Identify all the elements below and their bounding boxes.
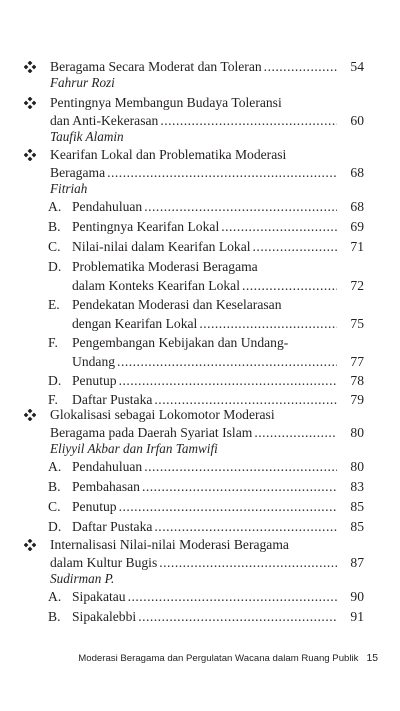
toc-subsection-line bbox=[72, 497, 364, 517]
toc-title-text: Kearifan Lokal dan Problematika Moderasi bbox=[50, 147, 287, 162]
dot-leader bbox=[159, 553, 337, 573]
toc-page-number: 83 bbox=[350, 479, 364, 494]
toc-subsection-line bbox=[72, 276, 364, 296]
page-footer bbox=[0, 651, 378, 667]
toc-subsection-line bbox=[72, 587, 364, 607]
toc-subsection-line bbox=[72, 197, 364, 217]
dot-leader bbox=[142, 477, 337, 497]
toc-subsection-letter: A. bbox=[48, 199, 62, 214]
toc-page-number: 79 bbox=[350, 392, 364, 407]
toc-title-text: Pembahasan bbox=[72, 479, 140, 494]
toc-entry-title-line bbox=[50, 535, 364, 555]
toc-subsection-line bbox=[72, 333, 364, 353]
toc-title-text: Beragama bbox=[50, 165, 106, 180]
toc-subsection-letter: B. bbox=[48, 219, 61, 234]
toc-page-number: 85 bbox=[350, 519, 364, 534]
toc-title-text: Pendekatan Moderasi dan Keselarasan bbox=[72, 297, 282, 312]
toc-page-number: 80 bbox=[350, 459, 364, 474]
toc-page-number: 77 bbox=[350, 354, 364, 369]
toc-title-text: Pengembangan Kebijakan dan Undang- bbox=[72, 335, 289, 350]
toc-subsection-line bbox=[72, 371, 364, 391]
toc-page-number: 54 bbox=[350, 59, 364, 74]
dot-leader bbox=[138, 607, 337, 627]
toc-title-text: dengan Kearifan Lokal bbox=[72, 316, 198, 331]
toc-author: Sudirman P. bbox=[50, 571, 115, 586]
dot-leader bbox=[128, 587, 337, 607]
toc-page-number: 69 bbox=[350, 219, 364, 234]
toc-subsection-letter: F. bbox=[48, 335, 58, 350]
four-diamond-bullet-icon bbox=[24, 409, 36, 421]
toc-title-text: Pentingnya Kearifan Lokal bbox=[72, 219, 220, 234]
toc-page-number: 72 bbox=[350, 278, 364, 293]
toc-title-text: dalam Kultur Bugis bbox=[50, 555, 158, 570]
toc-title-text: Daftar Pustaka bbox=[72, 392, 153, 407]
toc-subsection-letter: D. bbox=[48, 259, 62, 274]
toc-author: Taufik Alamin bbox=[50, 129, 124, 144]
toc-page-number: 68 bbox=[350, 165, 364, 180]
page-number: 15 bbox=[366, 653, 378, 664]
dot-leader bbox=[117, 352, 337, 372]
toc-page-number: 71 bbox=[350, 239, 364, 254]
toc-page-number: 60 bbox=[350, 113, 364, 128]
dot-leader bbox=[264, 57, 337, 77]
toc-title-text: Nilai-nilai dalam Kearifan Lokal bbox=[72, 239, 251, 254]
dot-leader bbox=[242, 276, 337, 296]
toc-entry-title-line bbox=[50, 163, 364, 183]
toc-subsection-letter: A. bbox=[48, 589, 62, 604]
toc-subsection-line bbox=[72, 237, 364, 257]
toc-page-number: 68 bbox=[350, 199, 364, 214]
dot-leader bbox=[144, 197, 337, 217]
toc-title-text: Penutup bbox=[72, 499, 117, 514]
four-diamond-bullet-icon bbox=[24, 149, 36, 161]
dot-leader bbox=[107, 163, 337, 183]
toc-subsection-line bbox=[72, 457, 364, 477]
toc-subsection-line bbox=[72, 295, 364, 315]
toc-page-number: 80 bbox=[350, 425, 364, 440]
toc-subsection-letter: D. bbox=[48, 519, 62, 534]
dot-leader bbox=[119, 497, 337, 517]
dot-leader bbox=[199, 314, 337, 334]
toc-title-text: Problematika Moderasi Beragama bbox=[72, 259, 258, 274]
toc-title-text: Sipakatau bbox=[72, 589, 126, 604]
toc-subsection-letter: C. bbox=[48, 499, 61, 514]
toc-author: Fahrur Rozi bbox=[50, 75, 115, 90]
toc-page-number: 87 bbox=[350, 555, 364, 570]
toc-subsection-line bbox=[72, 217, 364, 237]
toc-title-text: Pendahuluan bbox=[72, 459, 143, 474]
toc-subsection-line bbox=[72, 477, 364, 497]
toc-subsection-line bbox=[72, 517, 364, 537]
toc-entry-title-line bbox=[50, 405, 364, 425]
toc-author: Fitriah bbox=[50, 181, 88, 196]
toc-page-number: 91 bbox=[350, 609, 364, 624]
four-diamond-bullet-icon bbox=[24, 539, 36, 551]
dot-leader bbox=[144, 457, 337, 477]
toc-page-number: 90 bbox=[350, 589, 364, 604]
toc-title-text: Sipakalebbi bbox=[72, 609, 137, 624]
dot-leader bbox=[253, 237, 337, 257]
toc-title-text: Undang bbox=[72, 354, 116, 369]
toc-title-text: Pentingnya Membangun Budaya Toleransi bbox=[50, 95, 282, 110]
toc-subsection-letter: E. bbox=[48, 297, 60, 312]
toc-subsection-letter: D. bbox=[48, 373, 62, 388]
dot-leader bbox=[254, 423, 337, 443]
toc-title-text: Beragama pada Daerah Syariat Islam bbox=[50, 425, 253, 440]
toc-subsection-line bbox=[72, 352, 364, 372]
toc-title-text: Glokalisasi sebagai Lokomotor Moderasi bbox=[50, 407, 275, 422]
toc-page-number: 78 bbox=[350, 373, 364, 388]
toc-subsection-letter: B. bbox=[48, 479, 61, 494]
dot-leader bbox=[154, 517, 337, 537]
toc-title-text: Pendahuluan bbox=[72, 199, 143, 214]
toc-title-text: dan Anti-Kekerasan bbox=[50, 113, 159, 128]
dot-leader bbox=[221, 217, 337, 237]
four-diamond-bullet-icon bbox=[24, 61, 36, 73]
dot-leader bbox=[119, 371, 337, 391]
toc-subsection-letter: F. bbox=[48, 392, 58, 407]
toc-entry-title-line bbox=[50, 93, 364, 113]
toc-title-text: Beragama Secara Moderat dan Toleran bbox=[50, 59, 262, 74]
toc-title-text: dalam Konteks Kearifan Lokal bbox=[72, 278, 240, 293]
toc-author: Eliyyil Akbar dan Irfan Tamwifi bbox=[50, 441, 218, 456]
toc-subsection-line bbox=[72, 607, 364, 627]
toc-subsection-line bbox=[72, 257, 364, 277]
toc-title-text: Internalisasi Nilai-nilai Moderasi Beragama bbox=[50, 537, 289, 552]
toc-subsection-letter: B. bbox=[48, 609, 61, 624]
toc-subsection-line bbox=[72, 314, 364, 334]
toc-page-number: 85 bbox=[350, 499, 364, 514]
toc-subsection-letter: A. bbox=[48, 459, 62, 474]
toc-entry-title-line bbox=[50, 145, 364, 165]
toc-page-number: 75 bbox=[350, 316, 364, 331]
four-diamond-bullet-icon bbox=[24, 97, 36, 109]
toc-title-text: Penutup bbox=[72, 373, 117, 388]
dot-leader bbox=[160, 111, 337, 131]
running-title: Moderasi Beragama dan Pergulatan Wacana dalam Ruang Publik bbox=[78, 653, 359, 664]
toc-subsection-letter: C. bbox=[48, 239, 61, 254]
toc-title-text: Daftar Pustaka bbox=[72, 519, 153, 534]
